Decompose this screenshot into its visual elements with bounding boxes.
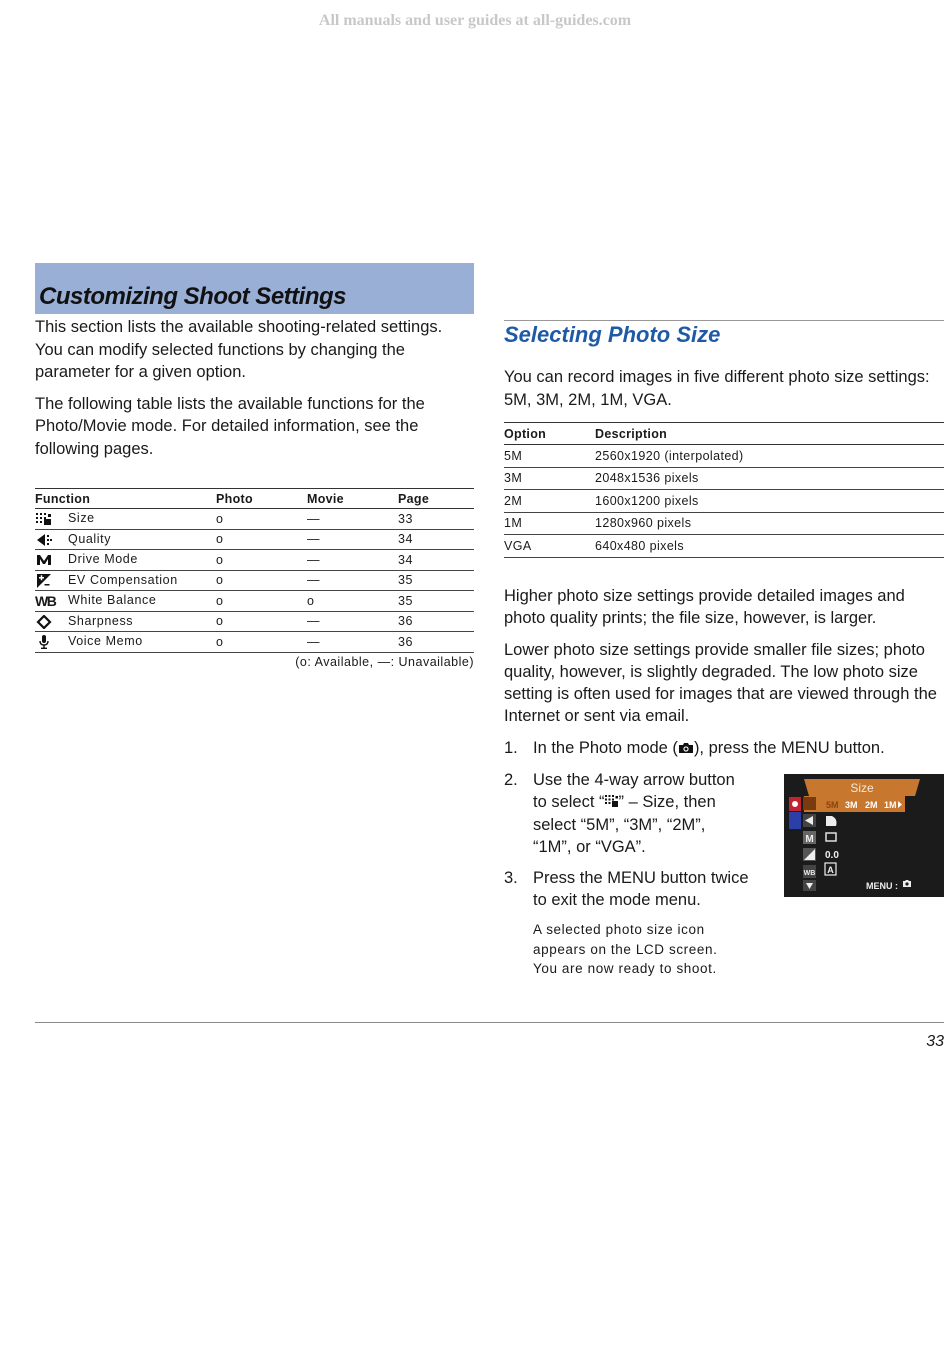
step-text: “1M”, or “VGA”.	[533, 837, 646, 856]
lcd-auto-wb: A	[827, 865, 834, 875]
function-name: EV Compensation	[68, 572, 178, 587]
photo-availability: o	[216, 591, 307, 612]
left-intro	[35, 316, 474, 469]
size-option: 2M	[504, 490, 595, 513]
step-text: Press the MENU button twice	[533, 869, 749, 887]
photo-availability: o	[216, 570, 307, 591]
function-name: Sharpness	[68, 613, 134, 628]
page-ref: 36	[398, 632, 474, 653]
voice-memo-icon	[35, 635, 53, 649]
page-number: 33	[926, 1033, 944, 1050]
step-text: ” – Size, then	[618, 793, 716, 812]
photo-availability: o	[216, 550, 307, 571]
table-row	[35, 529, 474, 550]
size-description: 2560x1920 (interpolated)	[595, 445, 944, 468]
lcd-option-1m: 1M	[884, 800, 897, 810]
table-row	[35, 632, 474, 653]
photo-size-table	[504, 422, 944, 558]
lower-size-paragraph: Lower photo size settings provide smaller file sizes; photo quality, however, is slightly degraded. The low photo size setting is often used for images that are viewed through the Internet or sent via email.	[504, 640, 937, 726]
svg-text:WB: WB	[803, 870, 816, 877]
table-row	[35, 550, 474, 571]
drive-mode-icon	[35, 553, 53, 567]
size-icon	[605, 795, 619, 808]
function-table	[35, 488, 474, 653]
table-row	[35, 570, 474, 591]
step-text: to select “	[533, 793, 605, 812]
function-name: White Balance	[68, 593, 157, 608]
size-description: 1600x1200 pixels	[595, 490, 944, 513]
table-row	[504, 490, 944, 513]
size-description: 1280x960 pixels	[595, 512, 944, 535]
page-ref: 33	[398, 509, 474, 530]
step-number: 2.	[504, 771, 518, 789]
intro-paragraph-1: This section lists the available shooting-related settings. You can modify selected functions by changing the parameter for a given option.	[35, 318, 443, 381]
intro-paragraph-2: The following table lists the available functions for the Photo/Movie mode. For detailed information, see the following pages.	[35, 394, 425, 458]
page-ref: 35	[398, 570, 474, 591]
footer-rule	[35, 1022, 944, 1023]
step-3	[504, 867, 764, 913]
function-name: Voice Memo	[68, 634, 143, 649]
step-2	[504, 769, 764, 861]
size-explanation	[504, 585, 944, 737]
step-note	[533, 920, 748, 979]
svg-text:M: M	[805, 834, 814, 845]
lcd-title: Size	[850, 781, 874, 795]
movie-availability: o	[307, 591, 398, 612]
step-text: to exit the mode menu.	[533, 891, 701, 910]
step-number: 1.	[504, 739, 518, 757]
lcd-menu-screenshot	[784, 774, 944, 897]
note-line: appears on the LCD screen.	[533, 941, 718, 957]
size-icon	[35, 512, 53, 526]
watermark: All manuals and user guides at all-guides.com	[318, 12, 632, 29]
lcd-option-3m: 3M	[845, 800, 858, 810]
table-row	[504, 445, 944, 468]
table-legend: (o: Available, —: Unavailable)	[295, 655, 474, 669]
step-1	[504, 737, 944, 761]
step-number: 3.	[504, 869, 518, 887]
subsection-rule	[504, 320, 944, 321]
table-header-row	[35, 489, 474, 509]
step-text: In the Photo mode (	[533, 739, 678, 757]
movie-availability: —	[307, 509, 398, 530]
size-description: 2048x1536 pixels	[595, 467, 944, 490]
lcd-option-5m: 5M	[826, 800, 839, 810]
table-row	[35, 591, 474, 612]
photo-availability: o	[216, 611, 307, 632]
page-ref: 36	[398, 611, 474, 632]
movie-availability: —	[307, 632, 398, 653]
lcd-size-icon	[803, 797, 816, 810]
header-function: Function	[35, 489, 216, 509]
step-text: select “5M”, “3M”, “2M”,	[533, 815, 706, 834]
movie-availability: —	[307, 529, 398, 550]
photo-availability: o	[216, 529, 307, 550]
size-option: 5M	[504, 445, 595, 468]
movie-availability: —	[307, 550, 398, 571]
function-name: Drive Mode	[68, 552, 138, 567]
size-option: 3M	[504, 467, 595, 490]
table-row	[35, 509, 474, 530]
white-balance-icon: WB	[35, 593, 56, 610]
size-option: VGA	[504, 535, 595, 558]
note-line: You are now ready to shoot.	[533, 961, 717, 976]
movie-availability: —	[307, 570, 398, 591]
lcd-option-2m: 2M	[865, 800, 878, 810]
movie-availability: —	[307, 611, 398, 632]
function-name: Quality	[68, 531, 112, 546]
camera-icon	[678, 742, 694, 754]
table-header-row	[504, 423, 944, 445]
function-name: Size	[68, 511, 95, 526]
header-page: Page	[398, 489, 474, 509]
table-row	[35, 611, 474, 632]
size-option: 1M	[504, 512, 595, 535]
higher-size-paragraph: Higher photo size settings provide detailed images and photo quality prints; the file size, however, is larger.	[504, 587, 905, 628]
sharpness-icon	[35, 615, 53, 629]
size-description: 640x480 pixels	[595, 535, 944, 558]
header-option: Option	[504, 423, 595, 445]
page-ref: 35	[398, 591, 474, 612]
header-photo: Photo	[216, 489, 307, 509]
quality-icon	[35, 533, 53, 547]
note-line: A selected photo size icon	[533, 922, 705, 937]
header-description: Description	[595, 423, 944, 445]
size-intro: You can record images in five different photo size settings: 5M, 3M, 2M, 1M, VGA.	[504, 368, 930, 409]
photo-availability: o	[216, 632, 307, 653]
ev-compensation-icon	[35, 574, 53, 588]
subsection-title: Selecting Photo Size	[504, 322, 721, 347]
page-ref: 34	[398, 529, 474, 550]
table-row	[504, 512, 944, 535]
table-row	[504, 535, 944, 558]
table-row	[504, 467, 944, 490]
step-text: Use the 4-way arrow button	[533, 771, 735, 789]
section-banner	[35, 263, 474, 314]
photo-availability: o	[216, 509, 307, 530]
lcd-setup-tab-icon	[789, 812, 801, 829]
step-text: ), press the MENU button.	[693, 739, 885, 757]
lcd-ev-value: 0.0	[825, 850, 839, 861]
section-title: Customizing Shoot Settings	[39, 283, 346, 310]
header-movie: Movie	[307, 489, 398, 509]
page-ref: 34	[398, 550, 474, 571]
lcd-menu-label: MENU :	[866, 881, 898, 891]
